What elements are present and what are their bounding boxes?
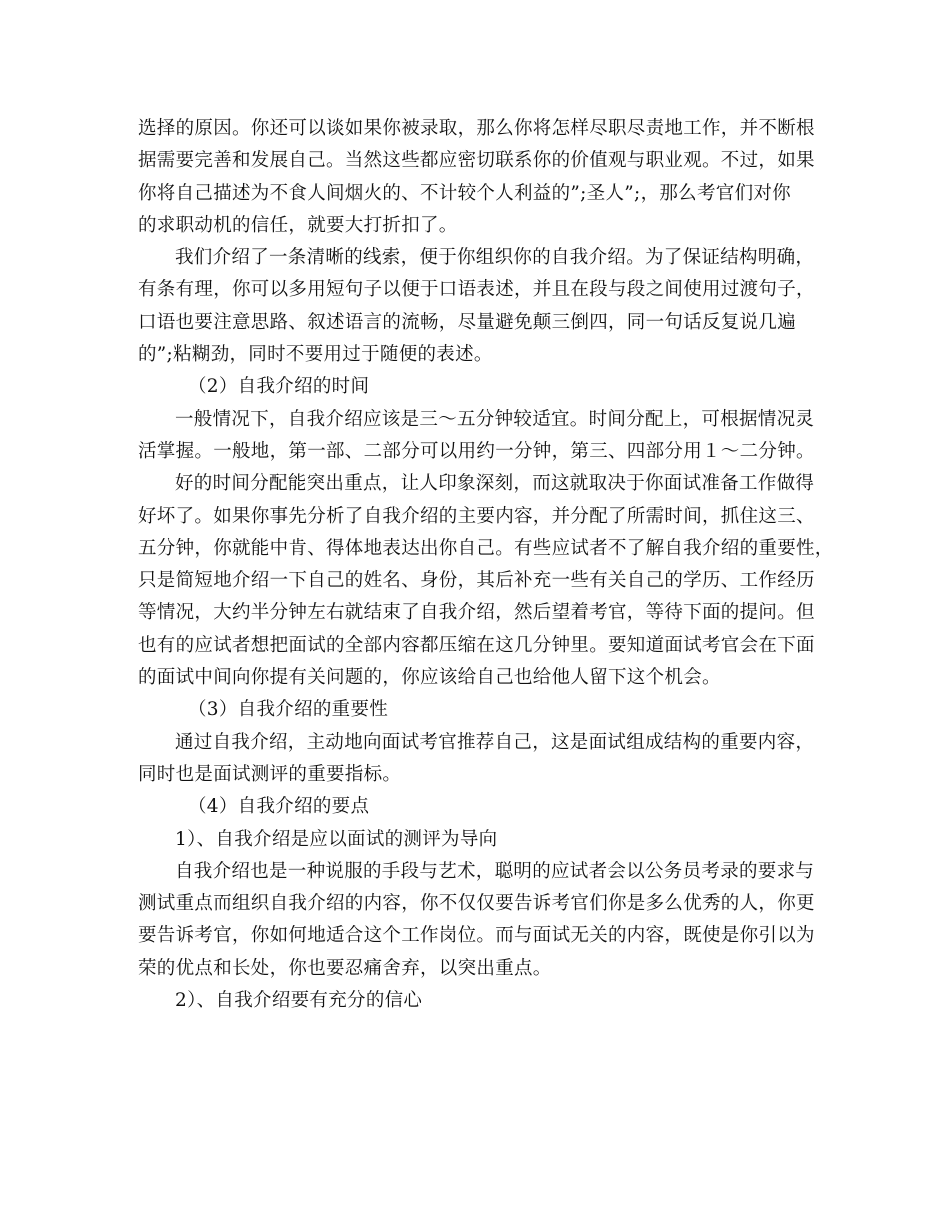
section-heading-time xyxy=(138,371,828,403)
subheading-confidence xyxy=(138,985,828,1017)
text-line: 活掌握。一般地，第一部、二部分可以用约一分钟，第三、四部分用１～二分钟。 xyxy=(138,440,815,462)
document-body xyxy=(138,113,834,1017)
text-line: 通过自我介绍，主动地向面试考官推荐自己，这是面试组成结构的重要内容， xyxy=(175,731,815,753)
section-heading-key-points xyxy=(138,791,828,823)
subheading-evaluation-oriented xyxy=(138,824,828,856)
text-line: 的面试中间向你提有关问题的，你应该给自己也给他人留下这个机会。 xyxy=(138,667,721,689)
text-line: 同时也是面试测评的重要指标。 xyxy=(138,763,402,785)
text-line: 有条有理，你可以多用短句子以便于口语表述，并且在段与段之间使用过渡句子， xyxy=(138,279,815,301)
text-line: 荣的优点和长处，你也要忍痛舍弃，以突出重点。 xyxy=(138,957,552,979)
section-heading-importance xyxy=(138,694,828,726)
text-line: 我们介绍了一条清晰的线索，便于你组织你的自我介绍。为了保证结构明确， xyxy=(175,247,815,269)
text-line: 自我介绍也是一种说服的手段与艺术，聪明的应试者会以公务员考录的要求与 xyxy=(175,860,815,882)
paragraph-importance xyxy=(138,727,828,792)
paragraph-persuasion xyxy=(138,856,828,985)
text-line: 的”;粘糊劲，同时不要用过于随便的表述。 xyxy=(138,344,493,366)
text-line: 口语也要注意思路、叙述语言的流畅，尽量避免颠三倒四，同一句话反复说几遍 xyxy=(138,311,797,333)
text-line: 测试重点而组织自我介绍的内容，你不仅仅要告诉考官们你是多么优秀的人，你更 xyxy=(138,893,815,915)
paragraph-motivation xyxy=(138,113,828,242)
text-line: 要告诉考官，你如何地适合这个工作岗位。而与面试无关的内容，既使是你引以为 xyxy=(138,925,815,947)
subheading-text: 2）、自我介绍要有充分的信心 xyxy=(175,990,423,1012)
subheading-text: 1）、自我介绍是应以面试的测评为导向 xyxy=(175,828,498,850)
text-line: 据需要完善和发展自己。当然这些都应密切联系你的价值观与职业观。不过，如果 xyxy=(138,150,815,172)
text-line: 的求职动机的信任，就要大打折扣了。 xyxy=(138,214,458,236)
paragraph-time-allocation xyxy=(138,404,828,469)
text-line: 等情况，大约半分钟左右就结束了自我介绍，然后望着考官，等待下面的提问。但 xyxy=(138,602,815,624)
paragraph-structure xyxy=(138,242,828,371)
text-line: 选择的原因。你还可以谈如果你被录取，那么你将怎样尽职尽责地工作，并不断根 xyxy=(138,118,815,139)
heading-text: （4）自我介绍的要点 xyxy=(188,796,370,818)
text-line: 一般情况下，自我介绍应该是三～五分钟较适宜。时间分配上，可根据情况灵 xyxy=(175,408,815,430)
text-line: 也有的应试者想把面试的全部内容都压缩在这几分钟里。要知道面试考官会在下面 xyxy=(138,634,815,656)
heading-text: （3）自我介绍的重要性 xyxy=(188,699,389,721)
text-line: 只是简短地介绍一下自己的姓名、身份，其后补充一些有关自己的学历、工作经历 xyxy=(138,570,815,592)
heading-text: （2）自我介绍的时间 xyxy=(188,376,370,398)
paragraph-time-emphasis xyxy=(138,468,834,694)
text-line: 好的时间分配能突出重点，让人印象深刻，而这就取决于你面试准备工作做得 xyxy=(175,473,815,495)
text-line: 五分钟，你就能中肯、得体地表达出你自己。有些应试者不了解自我介绍的重要性， xyxy=(138,537,834,559)
text-line: 你将自己描述为不食人间烟火的、不计较个人利益的”;圣人”;，那么考官们对你 xyxy=(138,182,791,204)
text-line: 好坏了。如果你事先分析了自我介绍的主要内容，并分配了所需时间，抓住这三、 xyxy=(138,505,815,527)
